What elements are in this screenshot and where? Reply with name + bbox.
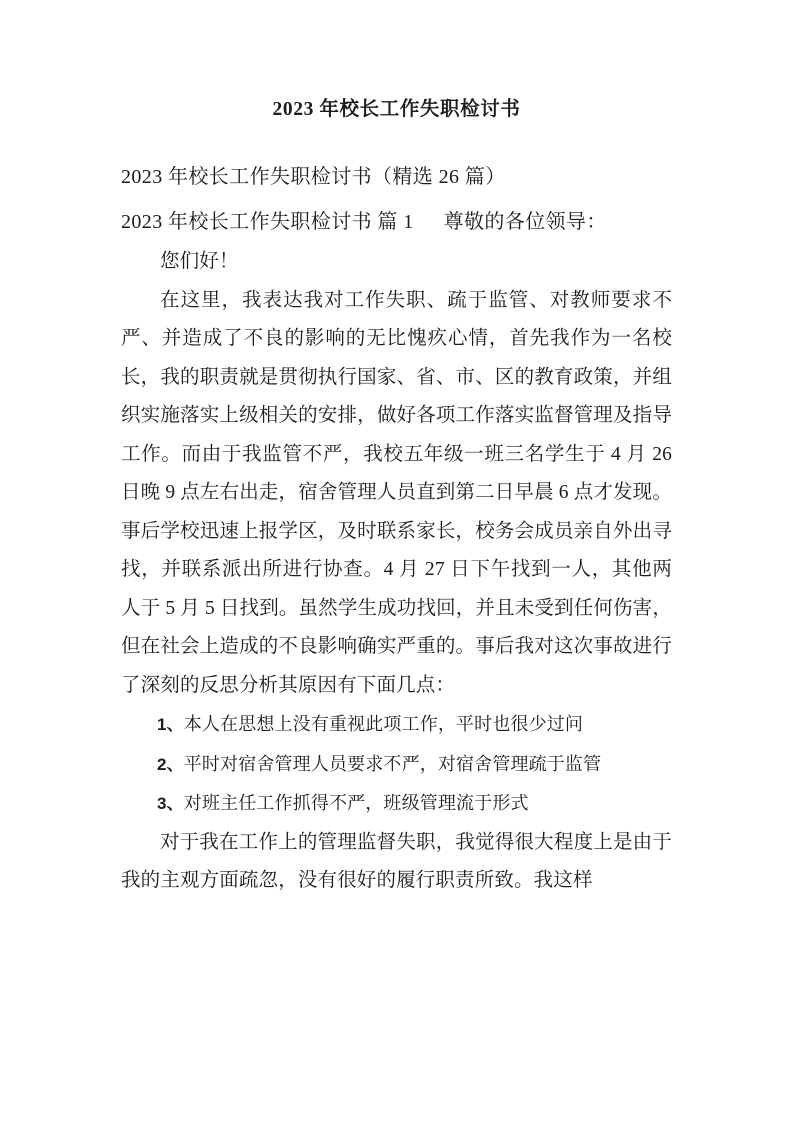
section-heading-label: 2023 年校长工作失职检讨书 篇 1 [121,211,414,233]
paragraph-text: 对于我在工作上的管理监督失职，我觉得很大程度上是由于我的主观方面疏忽，没有很好的履行职责所致。我这样 [121,831,672,891]
document-subtitle: 2023 年校长工作失职检讨书（精选 26 篇） [121,166,506,188]
list-item-number: 2、 [157,754,184,774]
reason-list-item [121,784,672,824]
paragraph-text: 在这里，我表达我对工作失职、疏于监管、对教师要求不严、并造成了不良的影响的无比愧疚心情，首先我作为一名校长，我的职责就是贯彻执行国家、省、市、区的教育政策，并组织实施落实上级相关的安排，做好各项工作落实监督管理及指导工作。而由于我监管不严，我校五年级一班三名学生于 4 月 26 日晚 9 点左右出走，宿舍管理人员直到第二日早晨 6 点才发现。事后学校迅速上报学区，及时联系家长，校务会成员亲自外出寻找，并联系派出所进行协查。4 月 27 日下午找到一人，其他两人于 5 月 5 日找到。虽然学生成功找回，并且未受到任何伤害，但在社会上造成的不良影响确实严重的。事后我对这次事故进行了深刻的反思分析其原因有下面几点： [121,289,672,696]
section-heading [121,206,672,239]
list-item-number: 3、 [157,794,184,813]
paragraph-text: 您们好！ [160,251,239,272]
body-paragraph [121,243,672,282]
page-title: 2023 年校长工作失职检讨书 [272,99,521,120]
section-salutation: 尊敬的各位领导： [443,211,607,233]
list-item-text: 对班主任工作抓得不严，班级管理流于形式 [183,793,529,813]
reason-list-item [121,705,672,745]
list-item-text: 平时对宿舍管理人员要求不严，对宿舍管理疏于监管 [183,753,602,774]
list-item-text: 本人在思想上没有重视此项工作，平时也很少过问 [183,714,584,734]
list-item-number: 1、 [157,715,184,734]
body-paragraph [121,824,672,901]
reason-list-item [121,745,672,785]
body-paragraph [121,282,672,706]
paragraph-container [121,243,672,901]
